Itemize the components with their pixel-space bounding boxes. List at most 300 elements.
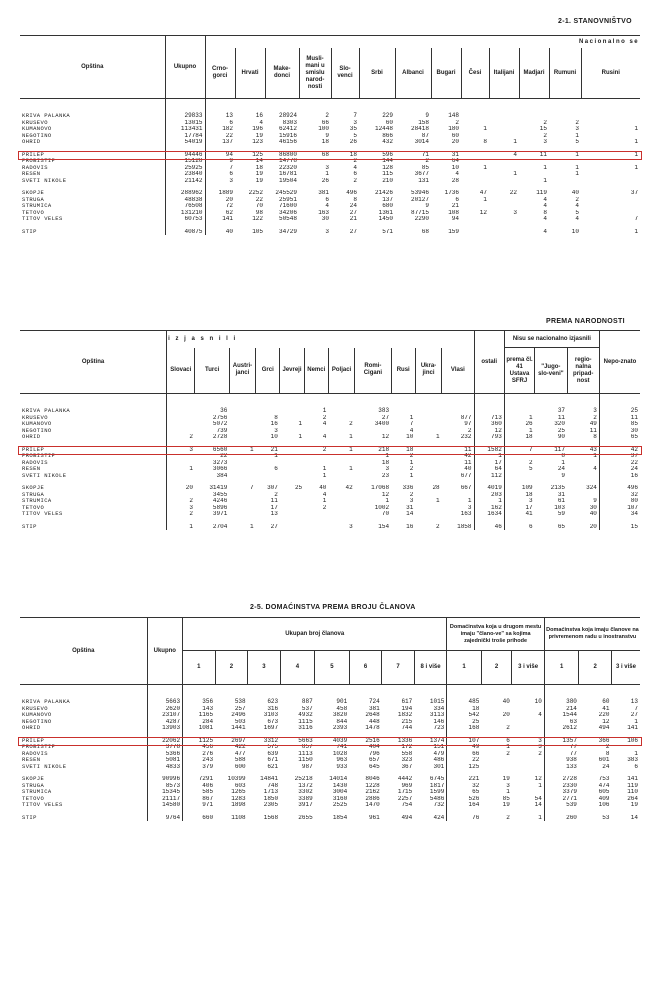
value-cell: 2	[322, 504, 327, 511]
col-romi: Romi-Cigani	[355, 348, 391, 394]
value-cell: 2	[274, 491, 278, 498]
municipality-cell: RADOVIŠ	[22, 164, 48, 171]
value-cell: 3778	[147, 744, 183, 751]
value-cell: 123	[252, 139, 263, 145]
value-cell: 2	[504, 460, 534, 467]
value-cell: 2	[506, 750, 510, 757]
value-cell: 1850	[263, 795, 279, 802]
value-cell: 1081	[183, 725, 216, 732]
value-cell: 639	[267, 750, 279, 757]
municipality-cell: TITOV VELES	[22, 216, 63, 222]
value-cell: 1165	[183, 712, 216, 719]
municipality-cell: SKOPJE	[22, 485, 45, 491]
value-cell: 1	[538, 814, 542, 821]
col-makedonci: Make-donci	[265, 48, 299, 99]
value-cell: 744	[401, 725, 413, 731]
value-cell: 4	[322, 434, 327, 440]
value-cell: 243	[183, 757, 216, 764]
value-cell: 64	[474, 466, 504, 473]
value-cell: 137	[205, 139, 235, 146]
value-cell: 1228	[365, 782, 380, 789]
value-cell: 8	[274, 414, 278, 421]
value-cell: 1	[467, 498, 472, 504]
value-cell: 961	[368, 814, 380, 821]
value-cell: 24	[602, 763, 610, 770]
value-cell: 383	[378, 407, 390, 414]
col-bugari: Bugari	[431, 48, 461, 99]
value-cell: 9	[425, 203, 429, 209]
value-cell: 80	[599, 498, 640, 505]
value-cell: 673	[267, 718, 279, 725]
value-cell: 3	[274, 427, 278, 434]
table-households-by-members	[20, 618, 640, 821]
value-cell: 3389	[298, 795, 313, 802]
value-cell: 2	[455, 119, 459, 126]
value-cell: 3302	[298, 789, 313, 795]
table-row	[20, 99, 640, 120]
value-cell: 1832	[397, 712, 413, 718]
value-cell: 90	[557, 434, 566, 440]
value-cell: 68	[321, 151, 329, 158]
value-cell: 60	[602, 698, 610, 705]
value-cell: 4	[543, 196, 547, 203]
value-cell: 8303	[282, 119, 297, 126]
value-cell	[461, 99, 489, 120]
value-cell: 2	[167, 434, 195, 441]
value-cell: 43	[589, 446, 597, 453]
value-cell: 3	[325, 228, 329, 235]
value-cell: 1	[322, 466, 327, 472]
value-cell: 1430	[332, 782, 348, 789]
col-group-shared-income: Domaćinstva koja u drugom mestu imaju "člano-ve" sa kojima zajednički troše prihode	[447, 618, 545, 651]
value-cell: 47	[479, 190, 487, 196]
value-cell: 9	[205, 158, 235, 165]
value-cell: 4	[538, 712, 542, 718]
value-cell: 17068	[371, 485, 390, 491]
value-cell: 137	[382, 196, 393, 203]
value-cell: 2	[167, 498, 195, 505]
value-cell: 2	[436, 523, 440, 530]
value-cell: 72	[205, 203, 235, 210]
value-cell: 671	[267, 757, 279, 763]
col-ukupno: Ukupno	[165, 36, 205, 99]
value-cell: 844	[336, 718, 348, 725]
col-group-declared: i z j a s n i l i	[167, 331, 474, 348]
value-cell: 22	[599, 460, 640, 467]
value-cell: 62	[205, 210, 235, 217]
value-cell: 105	[252, 228, 263, 235]
value-cell: 25	[599, 394, 640, 415]
value-cell: 163	[318, 209, 329, 216]
col-opstina: Opština	[20, 36, 165, 99]
col-group-undeclared: Nisu se nacionalno izjasnili	[504, 331, 599, 348]
col-ustav: prema čl. 41 Ustava SFRJ	[504, 348, 534, 394]
section-header-nationality: PREMA NARODNOSTI	[546, 318, 625, 325]
value-cell: 18	[321, 139, 329, 145]
value-cell: 7	[634, 216, 639, 222]
value-cell: 13	[270, 511, 278, 517]
value-cell: 27	[270, 523, 278, 530]
value-cell: 40	[205, 229, 235, 236]
highlight-prilep-table1	[18, 151, 642, 161]
value-cell: 87	[421, 132, 429, 139]
value-cell: 422	[234, 744, 246, 750]
table-row	[20, 524, 640, 531]
value-cell: 30	[599, 428, 640, 435]
value-cell: 20	[502, 712, 510, 718]
value-cell: 27	[381, 414, 390, 421]
value-cell: 301	[433, 763, 445, 770]
value-cell: 34206	[278, 209, 297, 216]
value-cell: 6	[506, 737, 510, 744]
value-cell: 1	[575, 151, 579, 158]
value-cell: 94	[205, 152, 235, 159]
value-cell: 1713	[263, 789, 279, 795]
municipality-cell: RESEN	[22, 171, 41, 177]
value-cell: 21	[270, 446, 278, 453]
table3-body	[20, 685, 640, 822]
value-cell: 163	[460, 511, 472, 517]
value-cell: 680	[382, 203, 393, 209]
value-cell: 10399	[227, 776, 246, 782]
value-cell: 128	[382, 164, 393, 171]
value-cell: 15128	[165, 158, 205, 165]
municipality-cell: KUMANOVO	[22, 126, 52, 132]
value-cell: 3	[385, 466, 390, 472]
value-cell: 4	[259, 119, 263, 126]
value-cell: 14	[534, 802, 542, 808]
value-cell: 2305	[263, 802, 279, 808]
value-cell: 27	[630, 712, 638, 718]
value-cell: 571	[382, 228, 393, 235]
value-cell: 1	[274, 453, 278, 459]
value-cell: 245529	[275, 190, 297, 196]
value-cell: 90996	[147, 776, 183, 783]
municipality-cell: SKOPJE	[22, 190, 45, 196]
value-cell: 539	[544, 802, 579, 809]
value-cell: 4833	[147, 764, 183, 771]
value-cell: 1	[634, 126, 639, 132]
highlight-prilep-table3	[18, 737, 642, 747]
value-cell: 276	[183, 751, 216, 758]
municipality-cell: ŠTIP	[22, 523, 37, 530]
value-cell: 196	[252, 126, 263, 132]
value-cell: 2	[467, 427, 472, 434]
value-cell: 601	[598, 757, 610, 763]
value-cell: 7	[353, 112, 357, 119]
value-cell: 5	[575, 209, 579, 216]
value-cell: 60	[385, 119, 393, 126]
value-cell: 25951	[278, 196, 297, 203]
value-cell: 1	[385, 453, 390, 459]
value-cell: 867	[183, 796, 216, 803]
value-cell: 623	[267, 698, 279, 705]
value-cell: 27	[349, 209, 357, 216]
value-cell: 158	[418, 119, 429, 126]
value-cell: 18	[406, 446, 414, 453]
value-cell: 32	[447, 783, 482, 790]
col-members-6: 6	[349, 651, 382, 685]
value-cell: 2	[353, 158, 357, 164]
value-cell: 5081	[147, 757, 183, 764]
value-cell: 2496	[231, 712, 246, 718]
value-cell: 146	[433, 718, 445, 725]
value-cell: 31	[557, 491, 566, 498]
value-cell: 71600	[278, 203, 297, 209]
value-cell: 1	[167, 466, 195, 473]
value-cell: 10	[534, 698, 542, 705]
value-cell: 456	[183, 744, 216, 751]
value-cell: 1357	[544, 738, 579, 745]
value-cell: 22	[509, 190, 517, 196]
value-cell: 2	[325, 112, 329, 119]
value-cell: 50548	[278, 216, 297, 222]
municipality-cell: RADOVIŠ	[22, 459, 48, 466]
value-cell: 4	[513, 151, 517, 158]
value-cell: 30	[321, 216, 329, 222]
value-cell: 3113	[429, 712, 445, 718]
value-cell: 2162	[365, 789, 380, 795]
value-cell: 119	[536, 190, 547, 196]
value-cell: 3	[325, 164, 329, 171]
value-cell: 1	[504, 415, 534, 422]
value-cell: 110	[627, 789, 638, 795]
value-cell: 35	[349, 126, 357, 132]
value-cell: 11	[464, 459, 472, 466]
value-cell: 496	[346, 190, 357, 196]
value-cell: 221	[447, 776, 482, 783]
value-cell: 558	[401, 750, 413, 757]
value-cell: 3160	[332, 795, 348, 802]
value-cell: 8	[483, 139, 487, 145]
value-cell: 40	[589, 511, 597, 517]
value-cell	[489, 99, 519, 120]
value-cell: 16	[270, 421, 278, 427]
value-cell: 367	[401, 763, 413, 770]
value-cell: 406	[183, 783, 216, 790]
col-rumuni: Rumuni	[549, 48, 581, 99]
value-cell: 1	[513, 171, 517, 177]
value-cell: 657	[368, 757, 380, 763]
value-cell: 112	[474, 473, 504, 480]
value-cell: 97	[464, 421, 472, 427]
value-cell: 7	[409, 421, 414, 427]
value-cell: 1002	[374, 504, 390, 511]
value-cell: 9	[325, 132, 329, 139]
col-shared-3plus: 3 i više	[512, 651, 545, 685]
value-cell: 41	[504, 511, 534, 518]
value-cell: 159	[448, 228, 459, 235]
value-cell: 25	[447, 719, 482, 726]
value-cell: 24	[349, 203, 357, 209]
value-cell: 4	[325, 203, 329, 209]
value-cell: 65	[447, 789, 482, 796]
value-cell: 16	[599, 473, 640, 480]
value-cell: 9	[593, 498, 597, 504]
value-cell: 1478	[365, 725, 380, 731]
municipality-cell: ŠTIP	[22, 814, 37, 821]
value-cell: 10	[571, 228, 579, 235]
value-cell: 3312	[263, 737, 279, 744]
table-row	[20, 394, 640, 415]
value-cell: 22	[220, 453, 228, 459]
value-cell: 2257	[397, 795, 413, 802]
section-header-population: 2-1. STANOVNIŠTVO	[558, 18, 632, 25]
value-cell: 4287	[147, 719, 183, 726]
value-cell: 4019	[474, 485, 504, 492]
col-members-8plus: 8 i više	[414, 651, 447, 685]
value-cell: 40	[319, 485, 327, 491]
value-cell: 23840	[165, 171, 205, 178]
value-cell: 2	[409, 491, 414, 498]
value-cell: 796	[368, 750, 380, 757]
value-cell: 12	[534, 776, 542, 782]
value-cell: 1	[483, 164, 487, 171]
value-cell: 2	[409, 453, 414, 459]
value-cell: 9	[561, 472, 566, 479]
value-cell: 15	[599, 524, 640, 531]
value-cell: 963	[336, 757, 348, 763]
value-cell: 131	[418, 177, 429, 184]
value-cell: 3	[205, 178, 235, 185]
col-members-1: 1	[183, 651, 216, 685]
value-cell: 6	[274, 466, 278, 472]
value-cell: 4	[543, 216, 547, 222]
value-cell: 2704	[212, 523, 228, 530]
value-cell: 203	[474, 492, 504, 499]
value-cell: 59	[557, 511, 566, 517]
value-cell: 19	[255, 177, 263, 184]
value-cell: 65	[599, 434, 640, 441]
value-cell: 4	[575, 203, 579, 209]
value-cell: 1450	[378, 216, 393, 222]
value-cell: 2771	[544, 796, 579, 803]
col-members-4: 4	[280, 651, 315, 685]
value-cell: 1	[634, 151, 639, 158]
value-cell: 7	[504, 447, 534, 454]
municipality-cell: RESEN	[22, 466, 41, 472]
value-cell	[328, 394, 354, 415]
value-cell: 26	[349, 139, 357, 145]
value-cell: 141	[205, 216, 235, 223]
value-cell: 6	[353, 171, 357, 177]
value-cell: 2525	[332, 802, 348, 808]
col-jugosloveni: "Jugo-slo-veni"	[535, 348, 567, 394]
value-cell: 1854	[332, 814, 348, 821]
value-cell: 229	[382, 112, 393, 119]
municipality-cell: RESEN	[22, 757, 41, 763]
value-cell: 1372	[298, 782, 313, 789]
value-cell: 31	[406, 504, 414, 511]
value-cell: 20	[167, 485, 195, 492]
value-cell: 106	[598, 802, 610, 808]
value-cell: 11	[464, 446, 472, 453]
value-cell: 901	[336, 698, 348, 705]
value-cell: 494	[401, 814, 413, 821]
value-cell: 40	[464, 466, 472, 472]
value-cell: 3	[504, 498, 534, 505]
value-cell: 40875	[165, 229, 205, 236]
municipality-cell: SVETI NIKOLE	[22, 177, 67, 184]
value-cell: 753	[598, 776, 610, 782]
value-cell: 6	[325, 196, 329, 203]
value-cell: 3	[167, 447, 195, 454]
value-cell: 1736	[444, 190, 459, 196]
value-cell: 14014	[329, 776, 348, 782]
value-cell: 37	[557, 407, 566, 414]
value-cell: 86800	[278, 151, 297, 158]
value-cell: 3	[575, 126, 579, 132]
value-cell: 15	[539, 126, 547, 132]
value-cell: 53946	[410, 190, 429, 196]
value-cell	[461, 229, 489, 236]
value-cell: 667	[460, 485, 472, 491]
value-cell: 143	[183, 706, 216, 713]
col-hrvati: Hrvati	[235, 48, 265, 99]
municipality-cell: STRUGA	[22, 782, 45, 789]
value-cell: 2516	[365, 737, 380, 744]
value-cell: 1361	[378, 209, 393, 216]
value-cell: 748	[267, 782, 279, 789]
value-cell: 66	[447, 751, 482, 758]
value-cell: 21117	[147, 796, 183, 803]
value-cell: 660	[183, 815, 216, 822]
value-cell: 20	[589, 523, 597, 530]
value-cell: 180	[448, 126, 459, 132]
value-cell: 141	[627, 776, 638, 782]
value-cell: 16	[406, 523, 414, 530]
value-cell: 1	[298, 421, 303, 427]
col-group-abroad: Domaćinstva koja imaju članove na privremenom radu u inostranstvu	[544, 618, 640, 651]
value-cell: 21	[451, 203, 459, 209]
table-row	[20, 229, 640, 236]
value-cell: 1	[409, 459, 414, 466]
value-cell: 1634	[474, 511, 504, 518]
value-cell	[489, 229, 519, 236]
value-cell: 54019	[165, 139, 205, 146]
value-cell: 29833	[165, 99, 205, 120]
value-cell: 113431	[165, 126, 205, 133]
value-cell: 2	[506, 814, 510, 821]
value-cell: 432	[382, 139, 393, 145]
value-cell: 115	[382, 171, 393, 177]
value-cell: 2	[593, 414, 597, 421]
value-cell: 5663	[147, 685, 183, 706]
value-cell: 2	[605, 744, 610, 750]
col-slovaci: Slovaci	[167, 348, 195, 394]
value-cell: 3	[538, 744, 542, 750]
col-nemci: Nemci	[304, 348, 328, 394]
value-cell: 3820	[332, 712, 348, 718]
value-cell: 16781	[278, 171, 297, 177]
value-cell: 27	[349, 228, 357, 235]
col-srbi: Srbi	[359, 48, 395, 99]
value-cell: 723	[433, 725, 445, 731]
value-cell: 13015	[165, 120, 205, 127]
value-cell: 10	[406, 434, 414, 440]
value-cell: 1	[634, 750, 638, 757]
value-cell: 1150	[298, 757, 313, 763]
value-cell: 1374	[429, 737, 445, 744]
value-cell: 141	[627, 725, 638, 731]
value-cell: 25218	[294, 776, 313, 782]
value-cell: 2290	[414, 216, 429, 222]
value-cell: 8	[353, 196, 357, 203]
municipality-cell: PROBIŠTIP	[22, 453, 56, 459]
value-cell: 866	[382, 132, 393, 139]
value-cell: 1015	[429, 698, 445, 705]
value-cell	[474, 394, 504, 415]
